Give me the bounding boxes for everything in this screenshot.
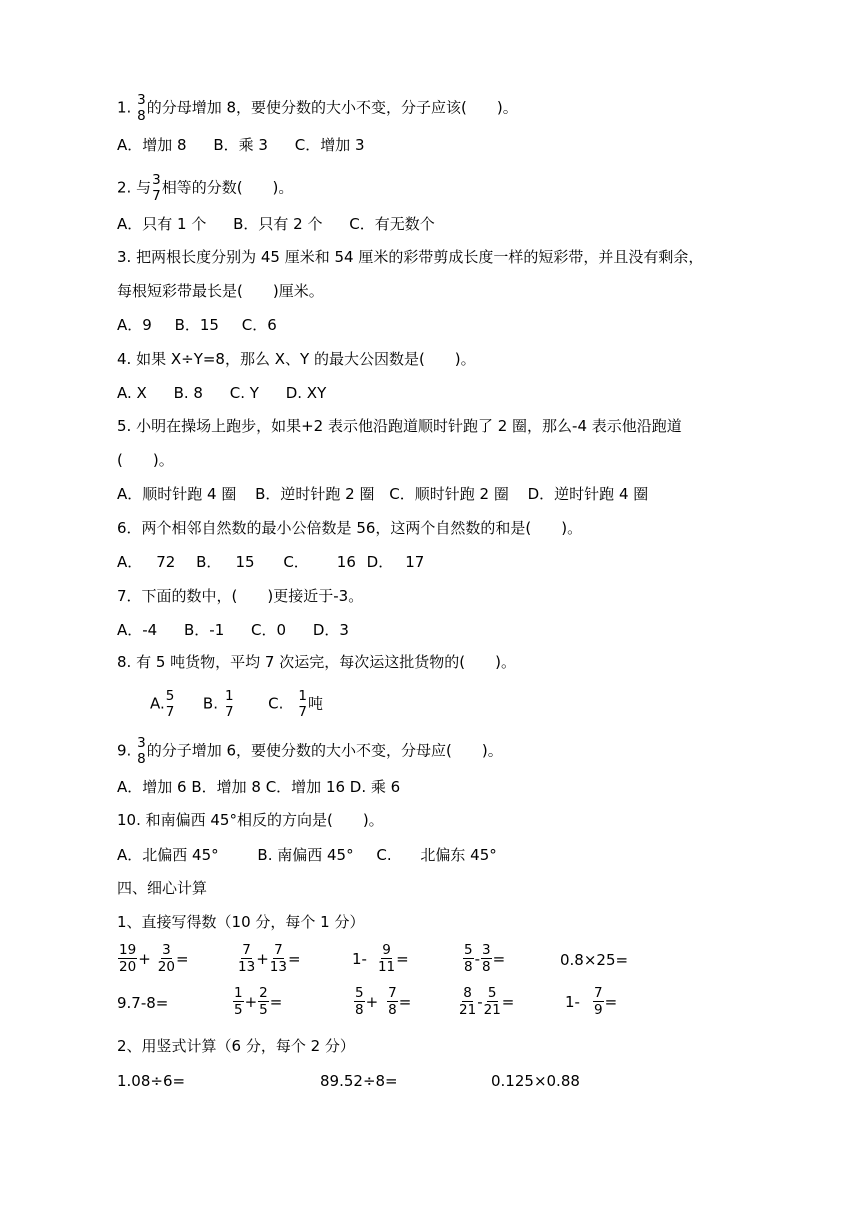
fraction: $\frac{5}{8}$ [355,985,364,1018]
option-b: B． [196,553,222,571]
option-a-value: 72 [156,553,176,571]
fraction: $\frac{1}{5}$ [234,985,243,1018]
option-b: B．-1 [184,621,225,639]
part-1-title: 1、直接写得数（10 分，每个 1 分） [117,913,365,931]
question-9 [117,735,503,767]
calc-8: $\frac{5}{8}$ + $\frac{7}{8}$ = [355,985,412,1018]
option-b-value: 15 [235,553,255,571]
option-a: A．增加 8 [117,136,187,154]
question-2 [117,172,293,204]
option-b: B. 8 [173,384,203,402]
fraction: 1 7 [298,688,307,720]
option-c: C. [376,846,392,864]
option-a: A. [150,694,165,713]
option-d: D．3 [312,621,349,639]
option-a: A．北偏西 45° [117,846,219,864]
vertical-calc-3: 0.125×0.88 [491,1072,580,1090]
question-number: 1. [117,98,132,117]
option-d-value: 17 [405,553,425,571]
option-a: A．只有 1 个 [117,215,207,233]
option-c: C．顺时针跑 2 圈 [389,485,509,503]
question-text: 的分母增加 8，要使分数的大小不变，分子应该( )。 [146,98,518,117]
fraction: 3 8 [137,735,146,767]
option-c: C. [268,694,284,713]
fraction: $\frac{7}{13}$ [238,942,256,975]
option-c: C．有无数个 [349,215,435,233]
fraction: $\frac{7}{8}$ [388,985,397,1018]
fraction: $\frac{9}{11}$ [377,942,396,975]
option-a: A．-4 [117,621,158,639]
option-c: C．增加 3 [294,136,365,154]
option-c-value: 北偏东 45° [420,846,497,864]
question-1 [117,92,518,124]
option-d: D． [366,553,394,571]
fraction: $\frac{2}{5}$ [259,985,268,1018]
fraction: $\frac{7}{9}$ [593,985,603,1018]
vertical-calc-1: 1.08÷6= [117,1072,186,1090]
calc-10: 1- $\frac{7}{9}$ = [565,985,618,1018]
question-text: 2. 与 [117,178,152,197]
question-3-options [117,315,277,335]
option-c: C．6 [241,316,277,334]
vertical-calc-2: 89.52÷8= [320,1072,398,1090]
question-8-options [150,688,323,720]
calc-5: 0.8×25= [560,951,629,969]
question-3-line-2: 每根短彩带最长是( )厘米。 [117,282,324,300]
option-b: B．乘 3 [213,136,268,154]
fraction: $\frac{7}{13}$ [269,942,287,975]
question-text: 相等的分数( )。 [161,178,294,197]
fraction: 3 7 [152,172,161,204]
fraction: $\frac{3}{20}$ [157,942,175,975]
question-number: 9. [117,741,132,760]
question-8: 8. 有 5 吨货物，平均 7 次运完，每次运这批货物的( )。 [117,653,516,671]
calc-6: 9.7-8= [117,994,169,1012]
option-c: C. Y [229,384,259,402]
question-1-options [117,135,365,155]
option-b: B．只有 2 个 [233,215,323,233]
option-a: A． [117,553,143,571]
part-2-title: 2、用竖式计算（6 分，每个 2 分） [117,1037,355,1055]
question-7: 7．下面的数中，( )更接近于-3。 [117,587,364,605]
option-b: B. [202,694,218,713]
question-2-options [117,214,435,234]
option-a: A．顺时针跑 4 圈 [117,485,237,503]
calc-3: 1- $\frac{9}{11}$ = [352,942,409,975]
question-4: 4. 如果 X÷Y=8，那么 X、Y 的最大公因数是( )。 [117,350,476,368]
unit-text: 吨 [307,694,323,713]
fraction: 3 8 [137,92,146,124]
fraction: 1 7 [224,688,234,720]
fraction: $\frac{5}{8}$ [464,942,473,975]
question-6: 6．两个相邻自然数的最小公倍数是 56，这两个自然数的和是( )。 [117,519,583,537]
option-c-value: 16 [336,553,356,571]
calc-2: $\frac{7}{13}$ + $\frac{7}{13}$ = [238,942,301,975]
fraction: $\frac{3}{8}$ [482,942,491,975]
fraction: 5 7 [165,688,175,720]
question-5-line-1: 5. 小明在操场上跑步，如果+2 表示他沿跑道顺时针跑了 2 圈，那么-4 表示他沿跑道 [117,417,682,435]
option-c: C．0 [251,621,287,639]
calc-9: $\frac{8}{21}$ - $\frac{5}{21}$ = [459,985,515,1018]
calc-4: $\frac{5}{8}$ - $\frac{3}{8}$ = [464,942,506,975]
question-6-options [117,552,424,572]
option-a: A．9 [117,316,152,334]
question-4-options [117,383,326,403]
option-c: C． [283,553,309,571]
fraction: $\frac{8}{21}$ [459,985,477,1018]
question-7-options [117,620,349,640]
section-title: 四、细心计算 [117,879,208,897]
option-d: D．逆时针跑 4 圈 [527,485,649,503]
question-10: 10. 和南偏西 45°相反的方向是( )。 [117,811,384,829]
fraction: $\frac{5}{21}$ [483,985,501,1018]
question-9-options: A．增加 6 B．增加 8 C．增加 16 D. 乘 6 [117,778,401,796]
fraction: $\frac{19}{20}$ [119,942,137,975]
question-text: 的分子增加 6，要使分数的大小不变，分母应( )。 [146,741,503,760]
question-10-options [117,845,497,865]
option-a: A. X [117,384,147,402]
option-d: D. XY [285,384,327,402]
question-5-line-2: ( )。 [117,451,174,469]
option-b: B．逆时针跑 2 圈 [255,485,375,503]
calc-1: $\frac{19}{20}$ + $\frac{3}{20}$ = [119,942,189,975]
calc-7: $\frac{1}{5}$ + $\frac{2}{5}$ = [234,985,283,1018]
question-3-line-1: 3. 把两根长度分别为 45 厘米和 54 厘米的彩带剪成长度一样的短彩带，并且没有剩余， [117,248,704,266]
option-b: B．15 [174,316,219,334]
option-b: B. 南偏西 45° [257,846,354,864]
question-5-options [117,484,648,504]
